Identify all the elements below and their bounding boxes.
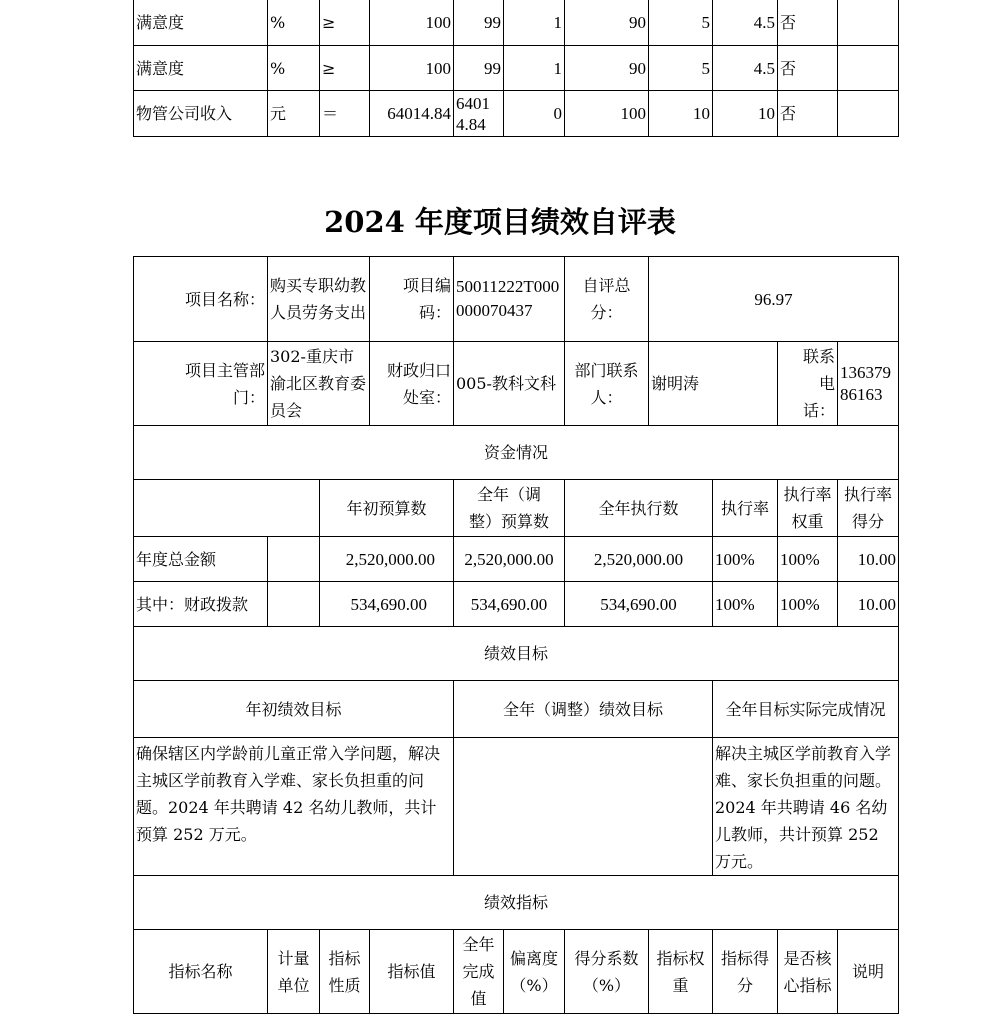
funds-header-adjusted: 全年（调整）预算数	[454, 480, 565, 537]
dept-label: 项目主管部门：	[134, 342, 268, 426]
funds-rate: 100%	[713, 537, 778, 582]
indicator-coef: 90	[565, 46, 649, 91]
funds-score: 10.00	[838, 537, 899, 582]
funds-row-label: 年度总金额	[134, 537, 268, 582]
funds-adjusted: 534,690.00	[454, 582, 565, 627]
ind-header-nature: 指标性质	[320, 930, 370, 1014]
funds-executed: 534,690.00	[565, 582, 713, 627]
funds-section-title: 资金情况	[134, 426, 899, 480]
goals-header-actual: 全年目标实际完成情况	[713, 681, 899, 738]
dept-value: 302-重庆市渝北区教育委员会	[268, 342, 370, 426]
self-evaluation-table	[133, 256, 899, 1014]
goals-adjusted-text	[454, 738, 713, 876]
indicator-deviation: 1	[504, 0, 565, 46]
phone-label: 联系电话：	[778, 342, 838, 426]
funds-header-row	[134, 480, 899, 537]
funds-header-executed: 全年执行数	[565, 480, 713, 537]
ind-header-weight: 指标权重	[649, 930, 713, 1014]
indicator-nature: ≥	[320, 0, 370, 46]
funds-header-weight: 执行率权重	[778, 480, 838, 537]
funds-row-blank	[268, 582, 320, 627]
indicators-header-row	[134, 930, 899, 1014]
indicator-name: 物管公司收入	[134, 91, 268, 137]
goals-content-row	[134, 738, 899, 876]
funds-row	[134, 582, 899, 627]
goals-header-adjusted: 全年（调整）绩效目标	[454, 681, 713, 738]
funds-row	[134, 537, 899, 582]
phone-value: 13637986163	[838, 342, 899, 426]
funds-adjusted: 2,520,000.00	[454, 537, 565, 582]
total-score-label: 自评总分：	[565, 257, 649, 342]
funds-row-label: 其中：财政拨款	[134, 582, 268, 627]
table-row	[134, 91, 899, 137]
indicator-actual: 64014.84	[454, 91, 504, 137]
indicator-unit: %	[268, 46, 320, 91]
funds-initial: 2,520,000.00	[320, 537, 454, 582]
indicator-nature: ≥	[320, 46, 370, 91]
project-name-value: 购买专职幼教人员劳务支出	[268, 257, 370, 342]
goals-actual-text: 解决主城区学前教育入学难、家长负担重的问题。2024 年共聘请 46 名幼儿教师，共计预算 252 万元。	[713, 738, 899, 876]
ind-header-note: 说明	[838, 930, 899, 1014]
table-row	[134, 0, 899, 46]
indicator-score: 10	[713, 91, 778, 137]
indicators-section-row	[134, 876, 899, 930]
total-score-value: 96.97	[649, 257, 899, 342]
goals-section-title: 绩效目标	[134, 627, 899, 681]
indicator-core: 否	[778, 0, 838, 46]
indicator-core: 否	[778, 46, 838, 91]
funds-section-row	[134, 426, 899, 480]
indicator-target: 100	[370, 46, 454, 91]
funds-executed: 2,520,000.00	[565, 537, 713, 582]
contact-label: 部门联系人：	[565, 342, 649, 426]
funds-weight: 100%	[778, 537, 838, 582]
ind-header-complete: 全年完成值	[454, 930, 504, 1014]
ind-header-score: 指标得分	[713, 930, 778, 1014]
funds-header-initial: 年初预算数	[320, 480, 454, 537]
ind-header-coef: 得分系数（%）	[565, 930, 649, 1014]
indicator-note	[838, 0, 899, 46]
indicators-section-title: 绩效指标	[134, 876, 899, 930]
indicator-nature: ＝	[320, 91, 370, 137]
indicator-coef: 90	[565, 0, 649, 46]
indicator-note	[838, 46, 899, 91]
funds-weight: 100%	[778, 582, 838, 627]
indicator-target: 64014.84	[370, 91, 454, 137]
indicator-weight: 5	[649, 0, 713, 46]
funds-header-score: 执行率得分	[838, 480, 899, 537]
goals-header-initial: 年初绩效目标	[134, 681, 454, 738]
goals-section-row	[134, 627, 899, 681]
funds-score: 10.00	[838, 582, 899, 627]
indicator-deviation: 0	[504, 91, 565, 137]
indicator-actual: 99	[454, 46, 504, 91]
top-indicator-table	[133, 0, 899, 137]
indicator-note	[838, 91, 899, 137]
ind-header-unit: 计量单位	[268, 930, 320, 1014]
ind-header-value: 指标值	[370, 930, 454, 1014]
indicator-score: 4.5	[713, 0, 778, 46]
indicator-name: 满意度	[134, 46, 268, 91]
project-code-value: 50011222T000000070437	[454, 257, 565, 342]
project-code-label: 项目编码：	[370, 257, 454, 342]
project-info-row	[134, 342, 899, 426]
indicator-core: 否	[778, 91, 838, 137]
project-info-row	[134, 257, 899, 342]
indicator-deviation: 1	[504, 46, 565, 91]
table-row	[134, 46, 899, 91]
office-value: 005-教科文科	[454, 342, 565, 426]
funds-header-rate: 执行率	[713, 480, 778, 537]
funds-row-blank	[268, 537, 320, 582]
goals-initial-text: 确保辖区内学龄前儿童正常入学问题，解决主城区学前教育入学难、家长负担重的问题。2024 年共聘请 42 名幼儿教师，共计预算 252 万元。	[134, 738, 454, 876]
indicator-weight: 10	[649, 91, 713, 137]
indicator-score: 4.5	[713, 46, 778, 91]
page-title: 2024 年度项目绩效自评表	[324, 205, 676, 239]
contact-value: 谢明涛	[649, 342, 778, 426]
funds-rate: 100%	[713, 582, 778, 627]
project-name-label: 项目名称：	[134, 257, 268, 342]
ind-header-name: 指标名称	[134, 930, 268, 1014]
goals-header-row	[134, 681, 899, 738]
funds-initial: 534,690.00	[320, 582, 454, 627]
indicator-target: 100	[370, 0, 454, 46]
funds-header-blank	[134, 480, 320, 537]
office-label: 财政归口处室：	[370, 342, 454, 426]
indicator-unit: %	[268, 0, 320, 46]
indicator-name: 满意度	[134, 0, 268, 46]
ind-header-deviation: 偏离度（%）	[504, 930, 565, 1014]
indicator-actual: 99	[454, 0, 504, 46]
indicator-weight: 5	[649, 46, 713, 91]
indicator-coef: 100	[565, 91, 649, 137]
ind-header-core: 是否核心指标	[778, 930, 838, 1014]
indicator-unit: 元	[268, 91, 320, 137]
